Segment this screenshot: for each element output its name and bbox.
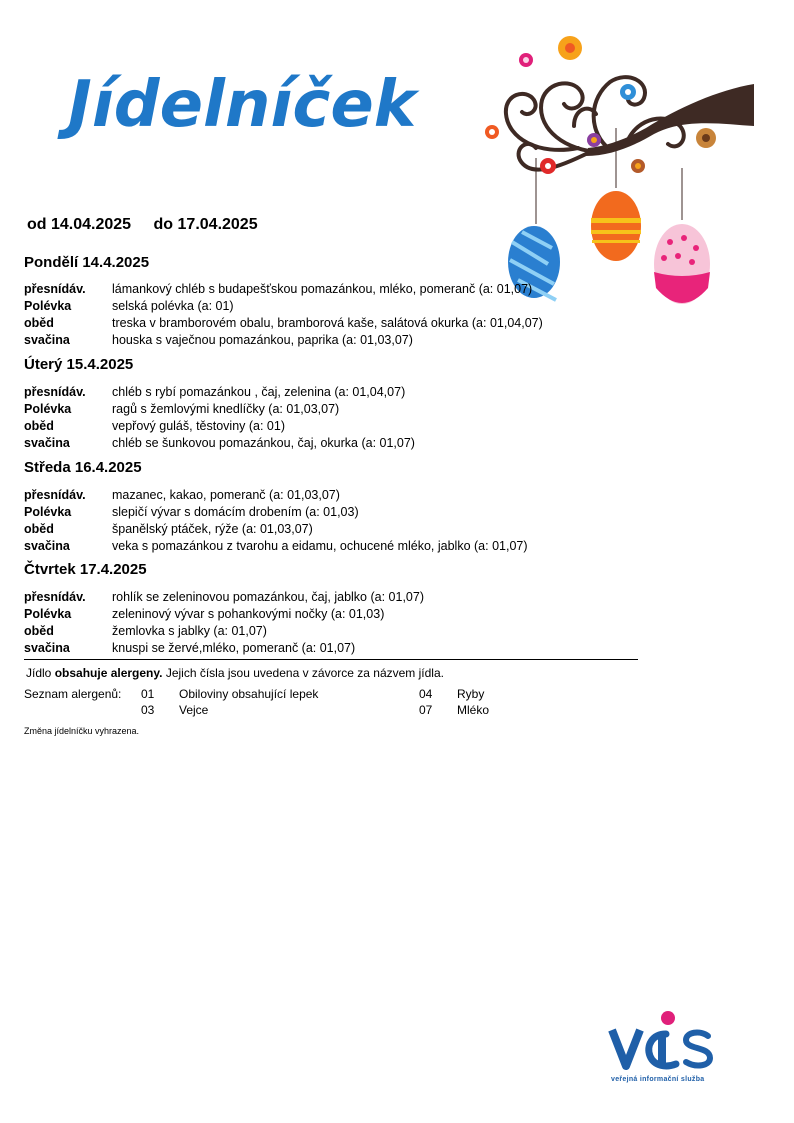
date-to: do 17.04.2025 — [153, 216, 258, 233]
meal-label: přesnídáv. — [24, 282, 86, 296]
meal-label: svačina — [24, 641, 70, 655]
meal-row — [24, 332, 413, 349]
vis-logo — [606, 1008, 718, 1074]
meal-label: oběd — [24, 316, 54, 330]
logo-tagline: veřejná informační služba — [611, 1076, 705, 1083]
divider — [24, 659, 638, 660]
meal-label: Polévka — [24, 402, 72, 416]
meal-text: žemlovka s jablky (a: 01,07) — [112, 624, 267, 638]
meal-text: selská polévka (a: 01) — [112, 299, 234, 313]
date-from: od 14.04.2025 — [27, 216, 132, 233]
allergen-code: 07 — [419, 703, 433, 717]
allergy-note-rest: Jejich čísla jsou uvedena v závorce za názvem jídla. — [162, 666, 444, 680]
allergy-note-bold: obsahuje alergeny. — [54, 666, 163, 680]
date-range — [27, 216, 276, 234]
allergen-list-label: Seznam alergenů: — [24, 687, 122, 701]
allergen-name: Mléko — [457, 703, 490, 717]
meal-row — [24, 401, 339, 418]
allergen-name: Vejce — [179, 703, 209, 717]
meal-text: ragů s žemlovými knedlíčky (a: 01,03,07) — [112, 402, 340, 416]
meal-text: treska v bramborovém obalu, bramborová kaše, salátová okurka (a: 01,04,07) — [112, 316, 543, 330]
allergen-code: 04 — [419, 687, 433, 701]
meal-label: svačina — [24, 436, 70, 450]
meal-text: knuspi se žervé,mléko, pomeranč (a: 01,07) — [112, 641, 356, 655]
meal-label: oběd — [24, 624, 54, 638]
meal-row — [24, 521, 313, 538]
meal-row — [24, 538, 528, 555]
meal-label: přesnídáv. — [24, 488, 86, 502]
day-heading: Úterý 15.4.2025 — [24, 356, 134, 373]
footnote: Změna jídelníčku vyhrazena. — [24, 726, 140, 736]
meal-label: svačina — [24, 539, 70, 553]
meal-text: slepičí vývar s domácím drobením (a: 01,03) — [112, 505, 359, 519]
allergy-note-prefix: Jídlo — [26, 666, 55, 680]
day-heading: Čtvrtek 17.4.2025 — [24, 561, 147, 578]
meal-text: houska s vaječnou pomazánkou, paprika (a: 01,03,07) — [112, 333, 413, 347]
page-title: Jídelníček — [68, 68, 417, 142]
meal-text: chléb s rybí pomazánkou , čaj, zelenina (a: 01,04,07) — [112, 385, 406, 399]
allergen-name: Obiloviny obsahující lepek — [179, 687, 319, 701]
meal-text: rohlík se zeleninovou pomazánkou, čaj, jablko (a: 01,07) — [112, 590, 424, 604]
allergy-note — [26, 666, 444, 680]
meal-label: přesnídáv. — [24, 385, 86, 399]
meal-row — [24, 298, 234, 315]
meal-label: Polévka — [24, 505, 72, 519]
meal-text: lámankový chléb s budapešťskou pomazánkou, mléko, pomeranč (a: 01,07) — [112, 282, 533, 296]
meal-label: přesnídáv. — [24, 590, 86, 604]
day-heading: Pondělí 14.4.2025 — [24, 254, 150, 271]
meal-text: španělský ptáček, rýže (a: 01,03,07) — [112, 522, 313, 536]
meal-text: zeleninový vývar s pohankovými nočky (a: 01,03) — [112, 607, 385, 621]
meal-row — [24, 384, 405, 401]
meal-row — [24, 435, 415, 452]
meal-row — [24, 623, 267, 640]
allergen-code: 03 — [141, 703, 155, 717]
meal-row — [24, 504, 359, 521]
meal-row — [24, 418, 285, 435]
meal-row — [24, 487, 340, 504]
meal-text: veka s pomazánkou z tvarohu a eidamu, ochucené mléko, jablko (a: 01,07) — [112, 539, 528, 553]
meal-label: Polévka — [24, 607, 72, 621]
allergen-code: 01 — [141, 687, 155, 701]
meal-text: chléb se šunkovou pomazánkou, čaj, okurka (a: 01,07) — [112, 436, 415, 450]
meal-text: mazanec, kakao, pomeranč (a: 01,03,07) — [112, 488, 340, 502]
meal-label: svačina — [24, 333, 70, 347]
easter-branch-illustration — [478, 28, 754, 318]
day-heading: Středa 16.4.2025 — [24, 459, 142, 476]
meal-label: Polévka — [24, 299, 72, 313]
meal-row — [24, 281, 532, 298]
meal-row — [24, 606, 384, 623]
meal-row — [24, 640, 355, 657]
meal-text: vepřový guláš, těstoviny (a: 01) — [112, 419, 285, 433]
allergen-name: Ryby — [457, 687, 485, 701]
meal-row — [24, 315, 543, 332]
meal-label: oběd — [24, 522, 54, 536]
meal-label: oběd — [24, 419, 54, 433]
meal-row — [24, 589, 424, 606]
